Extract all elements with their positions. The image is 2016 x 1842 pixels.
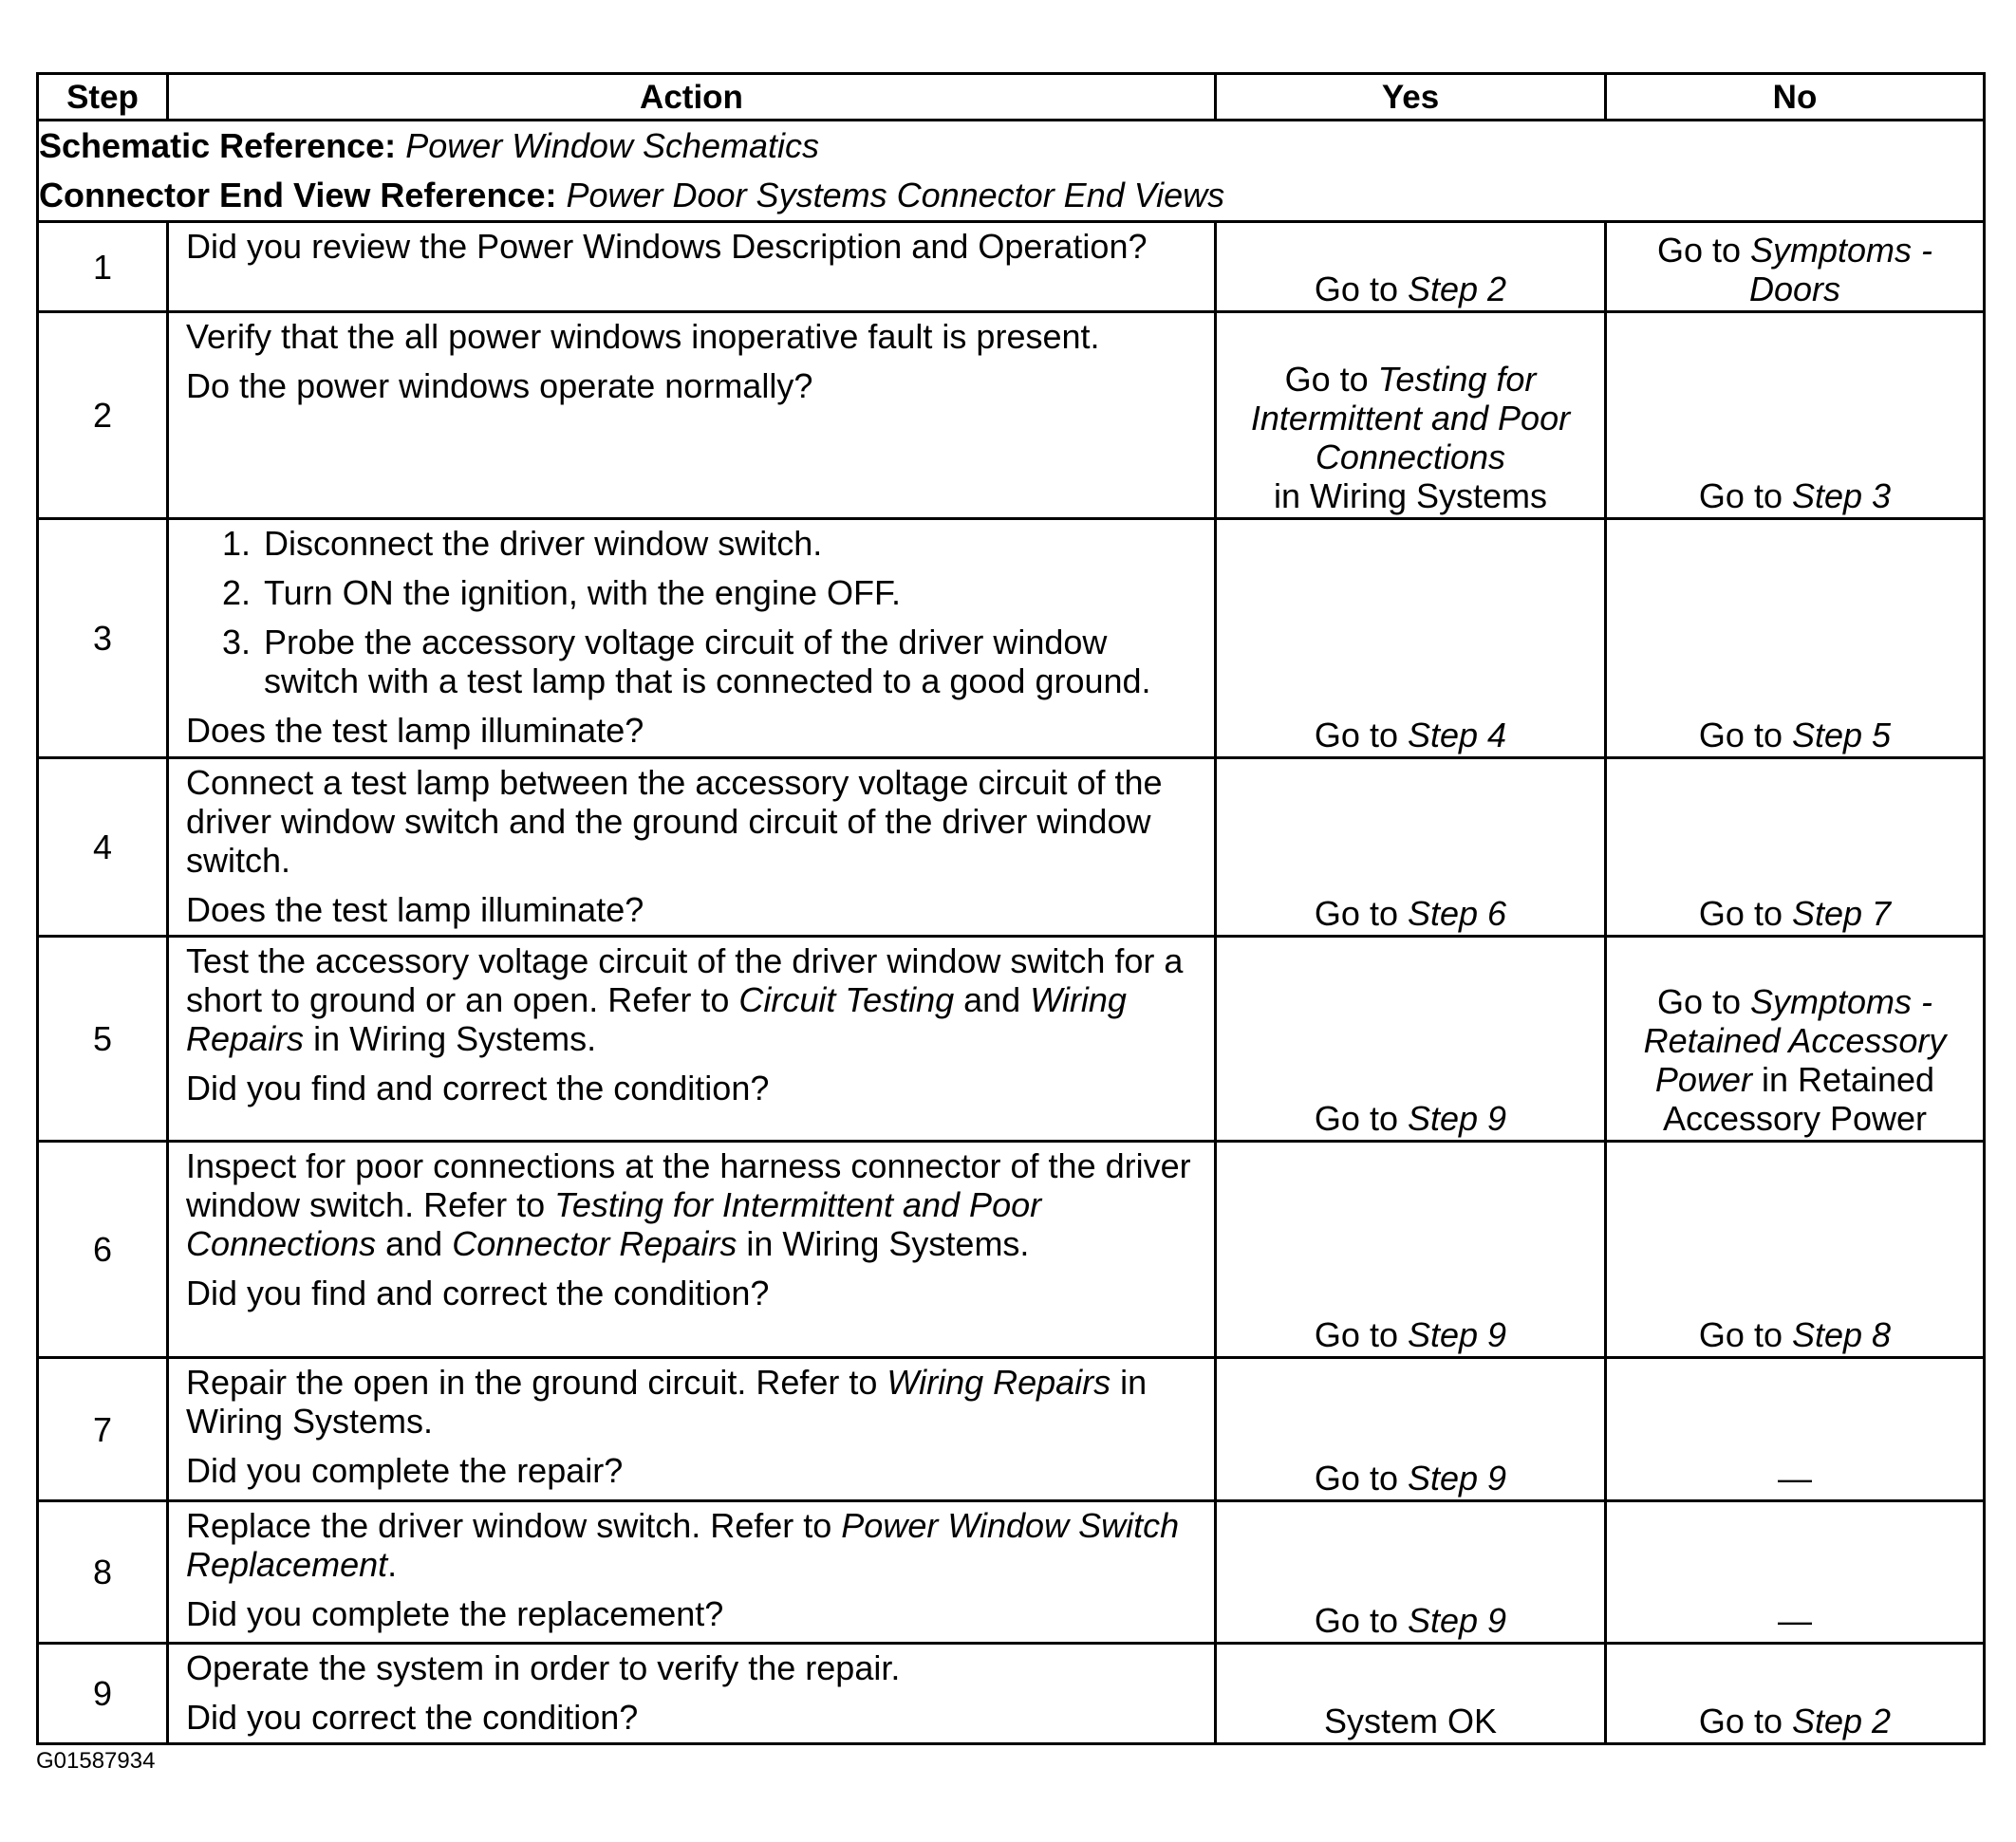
yes-segment: Step 9 bbox=[1407, 1099, 1507, 1138]
action-cell bbox=[168, 312, 1216, 519]
action-paragraph bbox=[186, 1506, 1197, 1584]
yes-cell bbox=[1216, 1142, 1606, 1358]
connector-reference bbox=[39, 171, 1983, 220]
table-row bbox=[38, 937, 1985, 1142]
table-row bbox=[38, 312, 1985, 519]
yes-segment: Go to bbox=[1314, 270, 1408, 308]
action-segment: Repair the open in the ground circuit. Refer to bbox=[186, 1363, 887, 1402]
action-segment: Did you review the Power Windows Description and Operation? bbox=[186, 227, 1148, 266]
no-segment: — bbox=[1778, 1601, 1812, 1640]
no-paragraph bbox=[1616, 1459, 1973, 1498]
list-item-number: 3. bbox=[221, 623, 251, 661]
yes-segment: Testing for Intermittent and Poor Connections bbox=[1250, 360, 1571, 476]
step-number: 7 bbox=[38, 1358, 168, 1501]
action-cell bbox=[168, 937, 1216, 1142]
yes-segment: Step 9 bbox=[1407, 1315, 1507, 1354]
yes-cell bbox=[1216, 222, 1606, 312]
no-paragraph bbox=[1616, 716, 1973, 754]
no-cell bbox=[1606, 1142, 1985, 1358]
step-number: 2 bbox=[38, 312, 168, 519]
yes-segment: Go to bbox=[1314, 1099, 1408, 1138]
no-segment: Step 2 bbox=[1791, 1702, 1892, 1740]
action-segment: Connector Repairs bbox=[452, 1224, 737, 1263]
action-paragraph bbox=[186, 1069, 1197, 1107]
yes-paragraph bbox=[1226, 270, 1595, 308]
no-paragraph bbox=[1616, 894, 1973, 933]
yes-cell bbox=[1216, 1501, 1606, 1644]
reference-cell bbox=[38, 121, 1985, 222]
table-row bbox=[38, 1142, 1985, 1358]
no-segment: — bbox=[1778, 1459, 1812, 1498]
action-paragraph bbox=[186, 711, 1197, 750]
yes-segment: System OK bbox=[1323, 1702, 1498, 1740]
yes-paragraph bbox=[1226, 360, 1595, 476]
action-paragraph bbox=[186, 227, 1197, 266]
no-paragraph bbox=[1616, 231, 1973, 308]
action-segment: Power Window Switch Replacement bbox=[186, 1506, 1180, 1584]
step-number: 4 bbox=[38, 758, 168, 937]
yes-paragraph bbox=[1226, 894, 1595, 933]
no-cell bbox=[1606, 1501, 1985, 1644]
action-segment: Wiring Repairs bbox=[887, 1363, 1111, 1402]
figure-id: G01587934 bbox=[36, 1748, 156, 1774]
yes-cell bbox=[1216, 937, 1606, 1142]
action-cell bbox=[168, 1358, 1216, 1501]
list-item-number: 1. bbox=[221, 524, 251, 563]
action-segment: Did you find and correct the condition? bbox=[186, 1274, 770, 1312]
schematic-reference-value: Power Window Schematics bbox=[405, 126, 820, 165]
step-number: 5 bbox=[38, 937, 168, 1142]
action-segment: and bbox=[376, 1224, 453, 1263]
action-paragraph bbox=[186, 317, 1197, 356]
action-paragraph bbox=[186, 1698, 1197, 1737]
table-row bbox=[38, 1644, 1985, 1744]
step-number: 3 bbox=[38, 519, 168, 758]
action-paragraph bbox=[186, 1363, 1197, 1441]
yes-cell bbox=[1216, 1358, 1606, 1501]
schematic-reference bbox=[39, 121, 1983, 171]
action-segment: Did you complete the replacement? bbox=[186, 1594, 724, 1633]
yes-segment: Go to bbox=[1314, 1315, 1408, 1354]
action-cell bbox=[168, 758, 1216, 937]
no-paragraph bbox=[1616, 1601, 1973, 1640]
action-segment: . bbox=[387, 1545, 398, 1584]
no-segment: Step 3 bbox=[1791, 476, 1892, 515]
action-segment: Replace the driver window switch. Refer to bbox=[186, 1506, 842, 1545]
action-segment: Do the power windows operate normally? bbox=[186, 366, 813, 405]
list-item-text: Disconnect the driver window switch. bbox=[264, 524, 823, 563]
no-segment: Go to bbox=[1656, 231, 1751, 270]
action-segment: Did you correct the condition? bbox=[186, 1698, 639, 1737]
action-segment: in Wiring Systems. bbox=[186, 1363, 1148, 1441]
no-cell bbox=[1606, 758, 1985, 937]
list-item bbox=[186, 623, 1197, 700]
no-segment: Go to bbox=[1656, 982, 1751, 1021]
yes-paragraph bbox=[1226, 1315, 1595, 1354]
action-cell bbox=[168, 519, 1216, 758]
header-yes: Yes bbox=[1216, 74, 1606, 121]
no-cell bbox=[1606, 1644, 1985, 1744]
action-segment: Does the test lamp illuminate? bbox=[186, 711, 644, 750]
action-paragraph bbox=[186, 366, 1197, 405]
header-row bbox=[38, 74, 1985, 121]
yes-cell bbox=[1216, 758, 1606, 937]
action-segment: Does the test lamp illuminate? bbox=[186, 890, 644, 929]
no-cell bbox=[1606, 222, 1985, 312]
no-segment: Go to bbox=[1698, 716, 1792, 754]
no-cell bbox=[1606, 312, 1985, 519]
connector-reference-value: Power Door Systems Connector End Views bbox=[566, 176, 1225, 214]
no-cell bbox=[1606, 519, 1985, 758]
action-segment: Testing for Intermittent and Poor Connections bbox=[186, 1185, 1042, 1263]
no-segment: in Retained Accessory Power bbox=[1662, 1060, 1935, 1138]
action-cell bbox=[168, 1644, 1216, 1744]
list-item bbox=[186, 573, 1197, 612]
yes-paragraph bbox=[1226, 1099, 1595, 1138]
action-paragraph bbox=[186, 941, 1197, 1058]
header-no: No bbox=[1606, 74, 1985, 121]
action-paragraph bbox=[186, 890, 1197, 929]
no-paragraph bbox=[1616, 1702, 1973, 1740]
yes-segment: Step 9 bbox=[1407, 1459, 1507, 1498]
table-row bbox=[38, 758, 1985, 937]
action-paragraph bbox=[186, 1451, 1197, 1490]
yes-segment: Go to bbox=[1314, 1459, 1408, 1498]
yes-paragraph bbox=[1226, 1702, 1595, 1740]
schematic-reference-label: Schematic Reference: bbox=[39, 126, 397, 165]
action-segment: Operate the system in order to verify the repair. bbox=[186, 1648, 901, 1687]
yes-paragraph bbox=[1226, 1601, 1595, 1640]
action-segment: and bbox=[954, 980, 1031, 1019]
list-item-number: 2. bbox=[221, 573, 251, 612]
action-paragraph bbox=[186, 1146, 1197, 1263]
step-number: 9 bbox=[38, 1644, 168, 1744]
action-segment: Did you complete the repair? bbox=[186, 1451, 624, 1490]
yes-cell bbox=[1216, 519, 1606, 758]
action-segment: Connect a test lamp between the accessory voltage circuit of the driver window switch and the ground circuit of the driver window switch. bbox=[186, 763, 1163, 880]
no-segment: Go to bbox=[1698, 476, 1792, 515]
header-step: Step bbox=[38, 74, 168, 121]
no-cell bbox=[1606, 937, 1985, 1142]
yes-segment: Step 6 bbox=[1407, 894, 1507, 933]
yes-segment: Go to bbox=[1314, 1601, 1408, 1640]
action-paragraph bbox=[186, 1274, 1197, 1312]
table-row bbox=[38, 519, 1985, 758]
action-segment: in Wiring Systems. bbox=[304, 1019, 597, 1058]
connector-reference-label: Connector End View Reference: bbox=[39, 176, 557, 214]
no-segment: Go to bbox=[1698, 1702, 1792, 1740]
action-segment: Verify that the all power windows inoperative fault is present. bbox=[186, 317, 1100, 356]
list-item-text: Turn ON the ignition, with the engine OFF. bbox=[264, 573, 901, 612]
action-segment: Circuit Testing bbox=[738, 980, 955, 1019]
table-row bbox=[38, 222, 1985, 312]
action-cell bbox=[168, 1142, 1216, 1358]
yes-paragraph bbox=[1226, 716, 1595, 754]
no-segment: Step 5 bbox=[1791, 716, 1892, 754]
table-row bbox=[38, 1501, 1985, 1644]
action-segment: Wiring Repairs bbox=[186, 980, 1127, 1058]
table-row bbox=[38, 1358, 1985, 1501]
step-number: 1 bbox=[38, 222, 168, 312]
yes-segment: Step 2 bbox=[1407, 270, 1507, 308]
action-paragraph bbox=[186, 763, 1197, 880]
list-item-text: Probe the accessory voltage circuit of the driver window switch with a test lamp that is connected to a good ground. bbox=[264, 623, 1151, 700]
no-segment: Symptoms - Retained Accessory Power bbox=[1643, 982, 1947, 1099]
yes-paragraph bbox=[1226, 1459, 1595, 1498]
action-segment: Did you find and correct the condition? bbox=[186, 1069, 770, 1107]
yes-segment: Go to bbox=[1284, 360, 1378, 399]
action-list bbox=[186, 524, 1197, 700]
no-segment: Go to bbox=[1698, 894, 1792, 933]
action-cell bbox=[168, 1501, 1216, 1644]
no-segment: Step 7 bbox=[1791, 894, 1892, 933]
no-paragraph bbox=[1616, 476, 1973, 515]
action-segment: in Wiring Systems. bbox=[737, 1224, 1030, 1263]
yes-segment: Go to bbox=[1314, 894, 1408, 933]
no-paragraph bbox=[1616, 1315, 1973, 1354]
no-paragraph bbox=[1616, 982, 1973, 1138]
yes-paragraph bbox=[1226, 476, 1595, 515]
no-segment: Symptoms - Doors bbox=[1748, 231, 1933, 308]
action-segment: Inspect for poor connections at the harness connector of the driver window switch. Refer to bbox=[186, 1146, 1191, 1224]
action-segment: Test the accessory voltage circuit of the driver window switch for a short to ground or an open. Refer to bbox=[186, 941, 1184, 1019]
yes-segment: Step 4 bbox=[1407, 716, 1507, 754]
yes-segment: in Wiring Systems bbox=[1273, 476, 1548, 515]
diagnostic-table bbox=[36, 72, 1986, 1745]
reference-row bbox=[38, 121, 1985, 222]
step-number: 6 bbox=[38, 1142, 168, 1358]
yes-cell bbox=[1216, 1644, 1606, 1744]
action-paragraph bbox=[186, 1594, 1197, 1633]
yes-segment: Step 9 bbox=[1407, 1601, 1507, 1640]
no-segment: Step 8 bbox=[1791, 1315, 1892, 1354]
step-number: 8 bbox=[38, 1501, 168, 1644]
header-action: Action bbox=[168, 74, 1216, 121]
no-cell bbox=[1606, 1358, 1985, 1501]
list-item bbox=[186, 524, 1197, 563]
action-paragraph bbox=[186, 1648, 1197, 1687]
yes-segment: Go to bbox=[1314, 716, 1408, 754]
no-segment: Go to bbox=[1698, 1315, 1792, 1354]
yes-cell bbox=[1216, 312, 1606, 519]
action-cell bbox=[168, 222, 1216, 312]
